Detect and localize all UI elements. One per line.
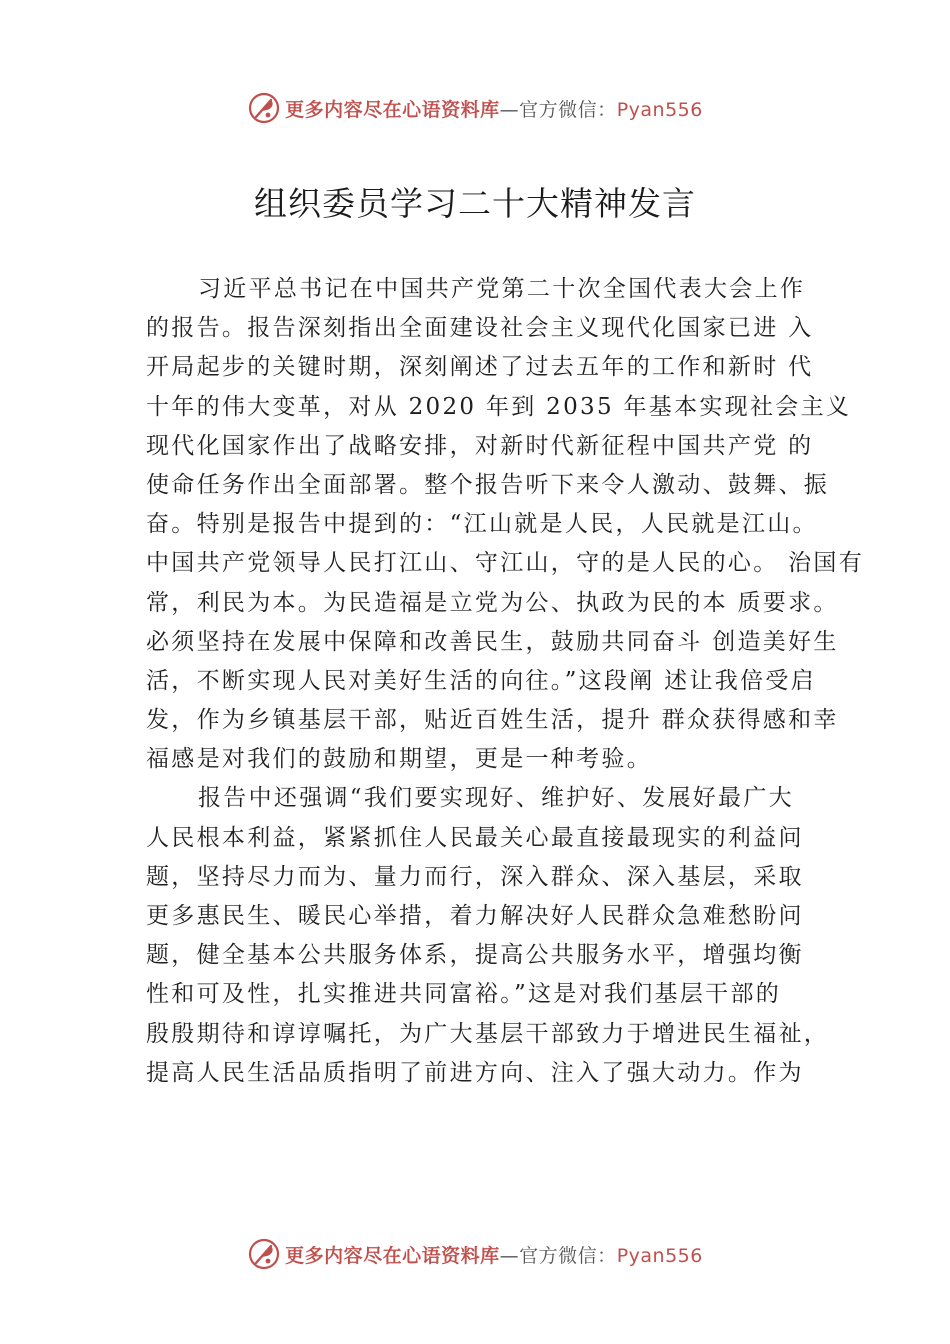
text-line: 常，利民为本。为民造福是立党为公、执政为民的本 质要求。	[146, 589, 839, 616]
text-line: 报告中还强调“我们要实现好、维护好、发展好最广大	[198, 785, 794, 812]
watermark-wechat-label: 官方微信：	[519, 98, 617, 121]
text-line: 人民根本利益，紧紧抓住人民最关心最直接最现实的利益问	[146, 824, 804, 851]
text-line: 必须坚持在发展中保障和改善民生，鼓励共同奋斗 创造美好生	[146, 628, 839, 655]
watermark-wechat-label: 官方微信：	[519, 1244, 617, 1267]
text-line: 中国共产党领导人民打江山、守江山，守的是人民的心。 治国有	[146, 550, 865, 577]
footer-watermark	[0, 1234, 950, 1274]
watermark-dash: —	[499, 1244, 520, 1267]
text-line: 十年的伟大变革，对从 2020 年到 2035 年基本实现社会主义	[146, 393, 852, 420]
text-line: 发，作为乡镇基层干部，贴近百姓生活，提升 群众获得感和幸	[146, 707, 839, 734]
document-title: 组织委员学习二十大精神发言	[254, 184, 696, 223]
watermark-text	[285, 95, 703, 122]
text-line: 活，不断实现人民对美好生活的向往。”这段阐 述让我倍受启	[146, 667, 816, 694]
text-line: 习近平总书记在中国共产党第二十次全国代表大会上作	[198, 276, 806, 302]
text-line: 题，坚持尽力而为、量力而行，深入群众、深入基层，采取	[146, 863, 804, 890]
document-body	[146, 270, 865, 1093]
quill-logo-icon	[247, 91, 281, 125]
text-line: 开局起步的关键时期，深刻阐述了过去五年的工作和新时 代	[146, 354, 814, 381]
text-line: 福感是对我们的鼓励和期望，更是一种考验。	[146, 746, 652, 773]
watermark-text	[285, 1241, 703, 1268]
text-line: 现代化国家作出了战略安排，对新时代新征程中国共产党 的	[146, 432, 814, 459]
text-line: 使命任务作出全面部署。整个报告听下来令人激动、鼓舞、振	[146, 471, 830, 498]
watermark-dash: —	[499, 98, 520, 121]
text-line: 性和可及性，扎实推进共同富裕。”这是对我们基层干部的	[146, 981, 782, 1008]
text-line: 的报告。报告深刻指出全面建设社会主义现代化国家已进 入	[146, 315, 814, 342]
quill-logo-icon	[247, 1237, 281, 1271]
watermark-brand: 更多内容尽在心语资料库	[285, 98, 500, 121]
text-line: 题，健全基本公共服务体系，提高公共服务水平，增强均衡	[146, 942, 804, 969]
paragraph-1	[146, 270, 865, 779]
text-line: 殷殷期待和谆谆嘱托，为广大基层干部致力于增进民生福祉，	[146, 1020, 830, 1047]
text-line: 奋。特别是报告中提到的：“江山就是人民，人民就是江山。	[146, 511, 818, 538]
text-line: 更多惠民生、暖民心举措，着力解决好人民群众急难愁盼问	[146, 903, 804, 929]
watermark-wechat-id: Pyan556	[616, 1244, 703, 1267]
paragraph-2	[146, 779, 836, 1093]
watermark-brand: 更多内容尽在心语资料库	[285, 1244, 500, 1267]
header-watermark	[0, 88, 950, 128]
watermark-wechat-id: Pyan556	[616, 98, 703, 121]
text-line: 提高人民生活品质指明了前进方向、注入了强大动力。作为	[146, 1059, 804, 1086]
